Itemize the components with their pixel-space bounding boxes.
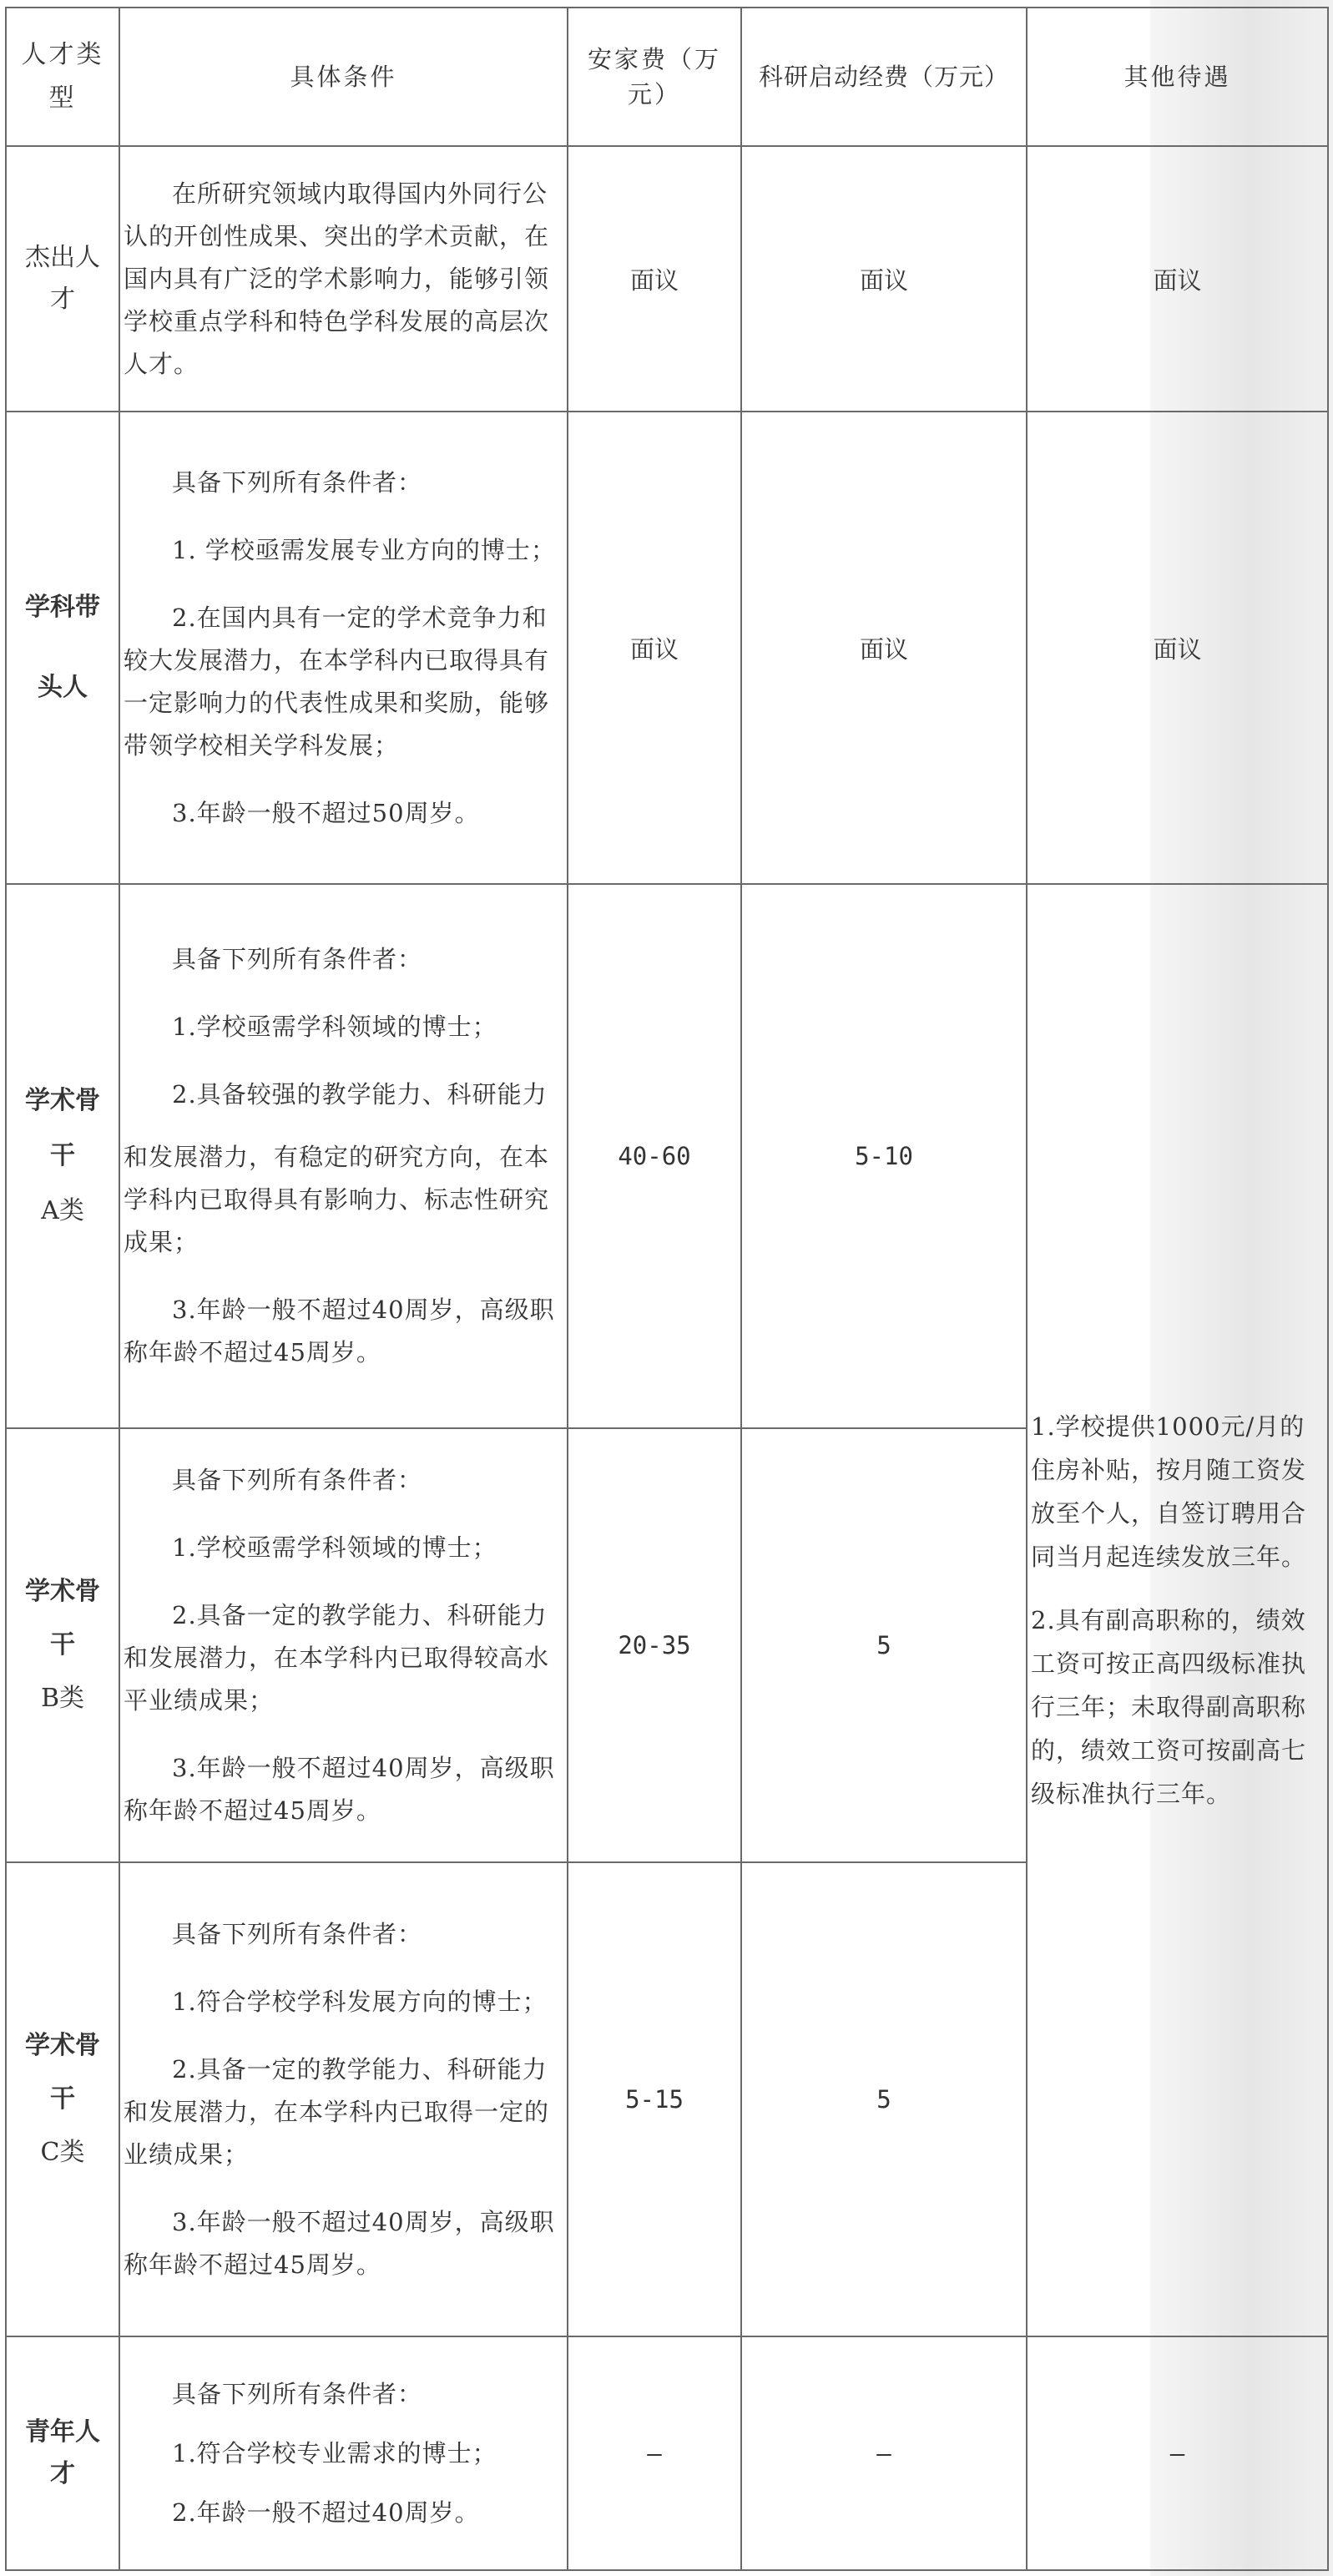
condition-text: 具备下列所有条件者： <box>172 467 423 497</box>
category-cell <box>6 2336 119 2570</box>
condition-text: 具备下列所有条件者： <box>172 2379 423 2408</box>
conditions-cell <box>119 412 568 884</box>
research-fund-value: — <box>741 2336 1027 2570</box>
settling-fee-value: 20-35 <box>568 1428 741 1862</box>
other-benefits-value: 面议 <box>1027 412 1328 884</box>
category-line: 青年人 <box>25 2417 100 2447</box>
other-benefits-value: 面议 <box>1027 146 1328 412</box>
settling-fee-value: — <box>568 2336 741 2570</box>
condition-text: 3.年龄一般不超过40周岁，高级职称年龄不超过45周岁。 <box>124 1753 555 1825</box>
category-cell <box>6 146 119 412</box>
category-cell <box>6 884 119 1428</box>
research-fund-value: 面议 <box>741 412 1027 884</box>
category-line: 学术骨 <box>25 1086 100 1115</box>
row-academic-backbone-a <box>6 884 1328 1428</box>
category-line: 学科带 <box>25 593 100 622</box>
research-fund-value: 5-10 <box>741 884 1027 1428</box>
other-benefits-value: — <box>1027 2336 1328 2570</box>
condition-text: 1. 学校亟需发展专业方向的博士； <box>172 535 556 564</box>
row-outstanding-talent <box>6 146 1328 412</box>
category-line: A类 <box>41 1196 84 1225</box>
settling-fee-value: 面议 <box>568 146 741 412</box>
benefit-item: 1.学校提供1000元/月的住房补贴，按月随工资发放至个人，自签订聘用合同当月起连续发放三年。 <box>1031 1412 1307 1571</box>
condition-text: 1.符合学校学科发展方向的博士； <box>172 1987 548 2016</box>
category-line: B类 <box>40 1684 85 1713</box>
category-line: 干 <box>50 2084 75 2114</box>
category-line: 才 <box>50 285 75 314</box>
settling-fee-value: 5-15 <box>568 1862 741 2336</box>
category-line: 干 <box>50 1141 75 1170</box>
benefit-item: 2.具有副高职称的，绩效工资可按正高四级标准执行三年；未取得副高职称的，绩效工资可按副高七级标准执行三年。 <box>1031 1606 1307 1808</box>
category-cell <box>6 412 119 884</box>
header-research-fund: 科研启动经费（万元） <box>741 8 1027 146</box>
condition-text: 3.年龄一般不超过40周岁，高级职称年龄不超过45周岁。 <box>124 2207 555 2279</box>
condition-text: 1.学校亟需学科领域的博士； <box>172 1013 497 1041</box>
row-discipline-leader <box>6 412 1328 884</box>
category-line: 学术骨 <box>25 2031 100 2060</box>
condition-text: 具备下列所有条件者： <box>172 1465 423 1494</box>
condition-text: 3.年龄一般不超过40周岁，高级职称年龄不超过45周岁。 <box>124 1296 555 1366</box>
condition-text: 2.具备一定的教学能力、科研能力 和发展潜力，在本学科内已取得较高水平业绩成果； <box>124 1600 550 1715</box>
header-category: 人才类型 <box>6 8 119 146</box>
condition-text: 1.学校亟需学科领域的博士； <box>172 1533 497 1562</box>
conditions-cell <box>119 884 568 1428</box>
conditions-cell <box>119 146 568 412</box>
condition-text: 1.符合学校专业需求的博士； <box>172 2438 497 2467</box>
condition-text: 具备下列所有条件者： <box>172 1919 423 1948</box>
conditions-cell <box>119 1862 568 2336</box>
category-line: C类 <box>40 2138 85 2167</box>
header-row <box>6 8 1328 146</box>
condition-text: 3.年龄一般不超过50周岁。 <box>172 798 480 827</box>
row-young-talent <box>6 2336 1328 2570</box>
talent-benefits-table <box>5 7 1329 2571</box>
category-line: 杰出人 <box>25 243 100 272</box>
conditions-cell <box>119 1428 568 1862</box>
condition-text: 和发展潜力，有稳定的研究方向，在本学科内已取得具有影响力、标志性研究成果； <box>124 1143 550 1256</box>
condition-text: 2.在国内具有一定的学术竞争力和较大发展潜力，在本学科内已取得具有一定影响力的代表性成果和奖励，能够带领学校相关学科发展； <box>124 603 550 760</box>
research-fund-value: 5 <box>741 1428 1027 1862</box>
condition-text: 具备下列所有条件者： <box>172 945 423 973</box>
conditions-cell <box>119 2336 568 2570</box>
other-benefits-shared <box>1027 884 1328 2336</box>
settling-fee-value: 面议 <box>568 412 741 884</box>
category-line: 才 <box>50 2459 75 2488</box>
research-fund-value: 面议 <box>741 146 1027 412</box>
category-line: 头人 <box>38 673 88 702</box>
category-cell <box>6 1428 119 1862</box>
header-settling-fee: 安家费（万元） <box>568 8 741 146</box>
category-line: 学术骨 <box>25 1577 100 1606</box>
research-fund-value: 5 <box>741 1862 1027 2336</box>
condition-text: 2.年龄一般不超过40周岁。 <box>172 2498 480 2527</box>
header-other-benefits: 其他待遇 <box>1027 8 1328 146</box>
condition-text: 2.具备较强的教学能力、科研能力 <box>172 1080 548 1109</box>
category-cell <box>6 1862 119 2336</box>
settling-fee-value: 40-60 <box>568 884 741 1428</box>
category-line: 干 <box>50 1630 75 1659</box>
header-conditions: 具体条件 <box>119 8 568 146</box>
condition-text: 2.具备一定的教学能力、科研能力 和发展潜力，在本学科内已取得一定的业绩成果； <box>124 2054 550 2169</box>
condition-text: 在所研究领域内取得国内外同行公认的开创性成果、突出的学术贡献，在国内具有广泛的学术影响力，能够引领学校重点学科和特色学科发展的高层次人才。 <box>124 179 550 378</box>
